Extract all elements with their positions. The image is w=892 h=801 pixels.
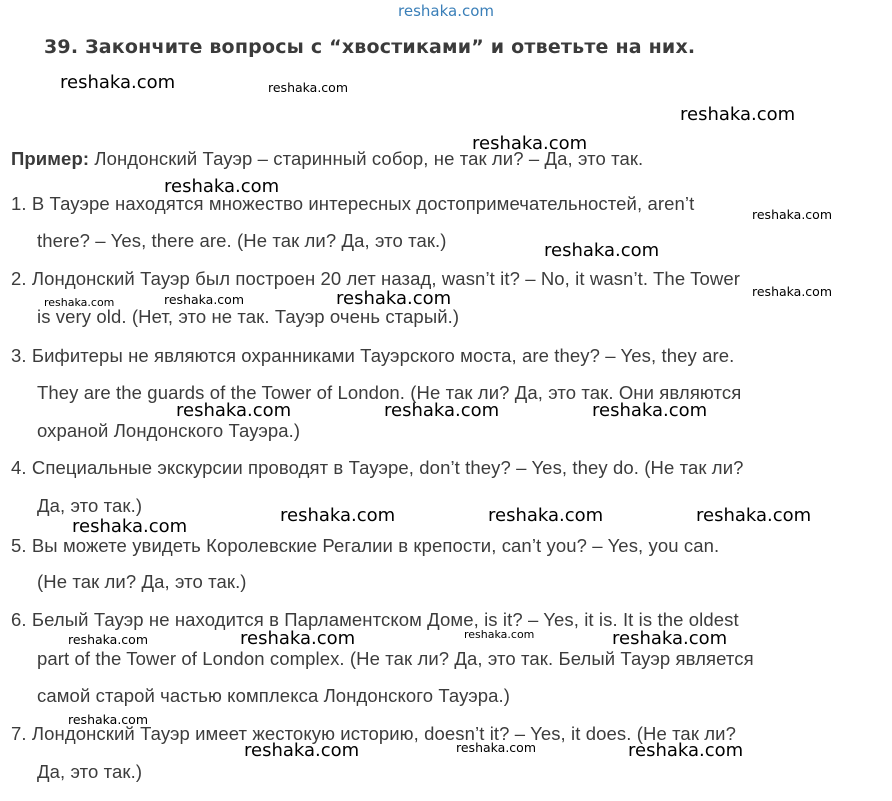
watermark: reshaka.com: [680, 104, 796, 125]
watermark: reshaka.com: [164, 292, 244, 307]
answer-line: 7. Лондонский Тауэр имеет жестокую историю, doesn’t it? – Yes, it does. (Не так ли?: [11, 723, 736, 744]
watermark: reshaka.com: [68, 632, 148, 647]
watermark: reshaka.com: [592, 400, 708, 421]
watermark: reshaka.com: [752, 284, 832, 299]
answer-line: 5. Вы можете увидеть Королевские Регалии в крепости, can’t you? – Yes, you can.: [11, 535, 720, 556]
watermark: reshaka.com: [612, 628, 728, 649]
answer-line: 3. Бифитеры не являются охранниками Тауэрского моста, are they? – Yes, they are.: [11, 345, 735, 366]
answer-line: They are the guards of the Tower of London. (Не так ли? Да, это так. Они являются: [37, 382, 742, 403]
watermark: reshaka.com: [544, 240, 660, 261]
watermark: reshaka.com: [164, 176, 280, 197]
answer-line: 4. Специальные экскурсии проводят в Тауэре, don’t they? – Yes, they do. (Не так ли?: [11, 457, 744, 478]
example-text: Лондонский Тауэр – старинный собор, не так ли? – Да, это так.: [89, 148, 644, 169]
answer-line: is very old. (Нет, это не так. Тауэр очень старый.): [37, 306, 460, 327]
watermark: reshaka.com: [244, 740, 360, 761]
watermark: reshaka.com: [464, 628, 535, 641]
answer-line: Да, это так.): [37, 495, 143, 516]
answer-line: 6. Белый Тауэр не находится в Парламентском Доме, is it? – Yes, it is. It is the oldest: [11, 609, 739, 630]
answer-line: самой старой частью комплекса Лондонского Тауэра.): [37, 685, 511, 706]
example-label: Пример:: [11, 148, 90, 169]
answer-line: 1. В Тауэре находятся множество интересных достопримечательностей, aren’t: [11, 193, 695, 214]
answer-line: part of the Tower of London complex. (Не так ли? Да, это так. Белый Тауэр является: [37, 648, 754, 669]
watermark: reshaka.com: [696, 505, 812, 526]
answer-line: Да, это так.): [37, 761, 143, 782]
exercise-title: 39. Закончите вопросы с “хвостиками” и ответьте на них.: [44, 36, 696, 58]
watermark: reshaka.com: [472, 133, 588, 154]
watermark: reshaka.com: [488, 505, 604, 526]
watermark: reshaka.com: [268, 80, 348, 95]
watermark: reshaka.com: [68, 712, 148, 727]
watermark: reshaka.com: [176, 400, 292, 421]
answer-line: there? – Yes, there are. (Не так ли? Да, это так.): [37, 230, 447, 251]
watermark: reshaka.com: [72, 516, 188, 537]
answer-line: (Не так ли? Да, это так.): [37, 571, 247, 592]
answer-line: 2. Лондонский Тауэр был построен 20 лет назад, wasn’t it? – No, it wasn’t. The Tower: [11, 268, 740, 289]
watermark: reshaka.com: [280, 505, 396, 526]
watermark: reshaka.com: [752, 207, 832, 222]
watermark: reshaka.com: [44, 296, 115, 309]
watermark: reshaka.com: [456, 740, 536, 755]
watermark: reshaka.com: [60, 72, 176, 93]
watermark: reshaka.com: [628, 740, 744, 761]
watermark: reshaka.com: [336, 288, 452, 309]
watermark: reshaka.com: [240, 628, 356, 649]
answer-line: охраной Лондонского Тауэра.): [37, 420, 301, 441]
site-header-link[interactable]: reshaka.com: [398, 2, 494, 20]
watermark: reshaka.com: [384, 400, 500, 421]
